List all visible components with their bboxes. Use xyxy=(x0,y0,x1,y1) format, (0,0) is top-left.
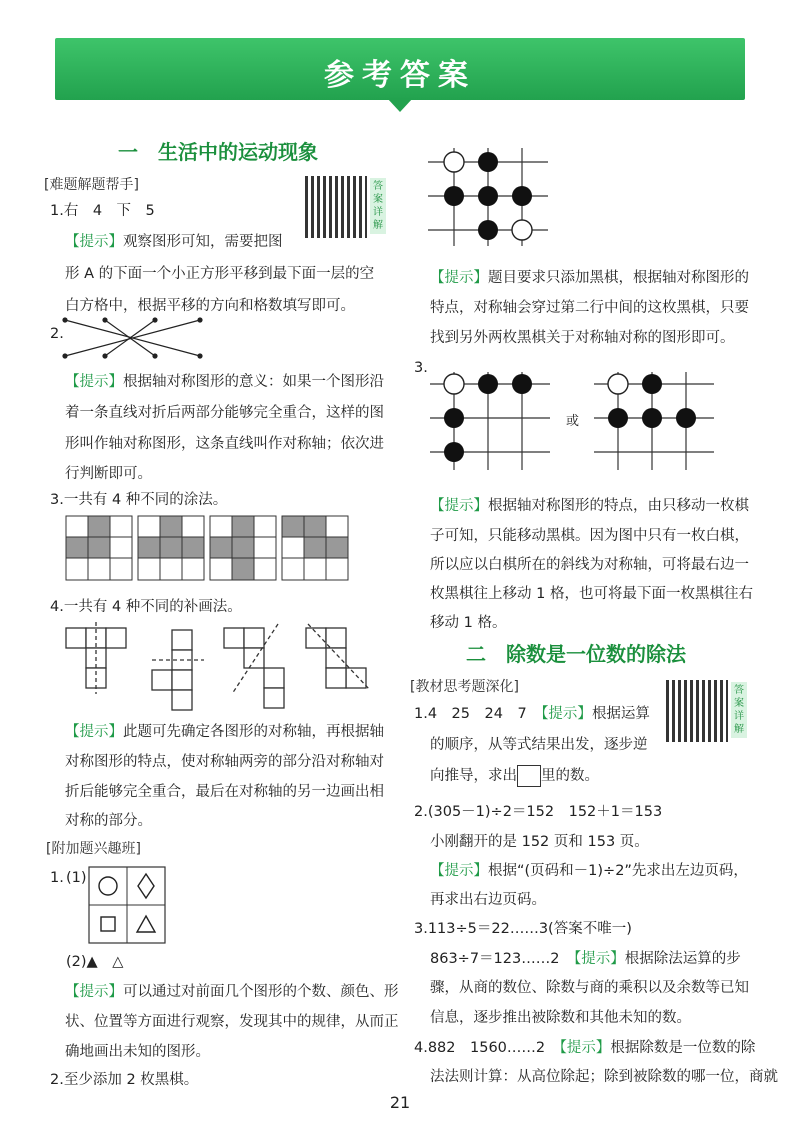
q3-grid-figures xyxy=(64,514,376,584)
answer-text: 1.4 25 24 7 xyxy=(414,706,527,722)
hint-r2-line2: 子可知，只能移动黑棋。因为图中只有一枚白棋， xyxy=(430,528,749,544)
hint-label: 【提示】 xyxy=(65,984,123,1000)
hint-label: 【提示】 xyxy=(65,724,123,740)
hint-r2-line3: 所以应以白棋所在的斜线为对称轴，可将最右边一 xyxy=(430,557,749,573)
extra-q1-sub2: (2)▲ △ xyxy=(66,954,124,970)
hint-q4-line4: 对称的部分。 xyxy=(65,813,152,829)
hint-text: 根据运算 xyxy=(591,706,650,722)
hint-text: 根据除数是一位数的除 xyxy=(610,1040,756,1056)
hint-q1-line1 xyxy=(65,226,283,258)
hint-b2-line1 xyxy=(430,855,748,887)
go-board-answer-2 xyxy=(428,148,550,248)
hint-r2-line5: 移动 1 格。 xyxy=(430,615,507,631)
section-title-1: 一 生活中的运动现象 xyxy=(118,140,318,164)
hint-b1-line2: 的顺序，从等式结果出发，逐步逆 xyxy=(430,737,648,753)
answer-r3-number: 3. xyxy=(414,360,428,376)
extra-q1-number: 1. xyxy=(50,870,64,886)
header-banner xyxy=(55,38,745,100)
hint-q4-line1 xyxy=(65,716,384,748)
section-title-2: 二 除数是一位数的除法 xyxy=(466,642,686,666)
banner-notch xyxy=(387,98,413,112)
hint-b4-line2: 法法则计算：从高位除起；除到被除数的哪一位，商就 xyxy=(430,1069,778,1085)
hint-text: 可以通过对前面几个图形的个数、颜色、形 xyxy=(123,984,399,1000)
hint-text: 观察图形可知，需要把图 xyxy=(123,234,283,250)
hint-text: 根据“(页码和－1)÷2”先求出左边页码， xyxy=(488,863,748,879)
qr-label-1: 答案详解 xyxy=(370,178,386,234)
hint-b2-line2: 再求出右边页码。 xyxy=(430,892,546,908)
hint-label: 【提示】 xyxy=(65,234,123,250)
answer-q4: 4.一共有 4 种不同的补画法。 xyxy=(50,599,242,615)
hint-text: 里的数。 xyxy=(541,768,599,784)
hint-text: 此题可先确定各图形的对称轴，再根据轴 xyxy=(123,724,384,740)
hint-label: 【提示】 xyxy=(573,951,625,967)
section-tag-1: [难题解题帮手] xyxy=(44,177,139,193)
hint-label: 【提示】 xyxy=(541,706,592,722)
answer-q2-number: 2. xyxy=(50,326,64,342)
hint-text: 向推导，求出 xyxy=(430,768,517,784)
hint-r2-line4: 枚黑棋往上移动 1 格，也可将最下面一枚黑棋往右 xyxy=(430,586,753,602)
q2-line-diagram xyxy=(60,316,210,360)
hint-extra1-line3: 确地画出未知的图形。 xyxy=(65,1044,210,1060)
hint-b1-line3 xyxy=(430,760,599,792)
q4-figures xyxy=(62,622,382,712)
answer-b4-line1 xyxy=(414,1032,755,1064)
hint-b3-line3: 信息，逐步推出被除数和其他未知的数。 xyxy=(430,1010,691,1026)
answer-text: 4.882 1560……2 xyxy=(414,1040,546,1056)
hint-q2-line2: 着一条直线对折后两部分能够完全重合，这样的图 xyxy=(65,405,384,421)
hint-r1-line3: 找到另外两枚黑棋关于对称轴对称的图形即可。 xyxy=(430,330,735,346)
hint-q4-line3: 折后能够完全重合，最后在对称轴的另一边画出相 xyxy=(65,784,384,800)
hint-q2-line3: 形叫作轴对称图形，这条直线叫作对称轴；依次进 xyxy=(65,436,384,452)
hint-text: 根据轴对称图形的意义：如果一个图形沿 xyxy=(123,374,384,390)
section-tag-2: [附加题兴趣班] xyxy=(46,841,141,857)
qr-code-2[interactable] xyxy=(666,680,728,742)
shape-pattern-grid xyxy=(88,866,168,946)
hint-extra1-line2: 状、位置等方面进行观察，发现其中的规律，从而正 xyxy=(65,1014,399,1030)
hint-q1-line2: 形 A 的下面一个小正方形平移到最下面一层的空 xyxy=(65,266,375,282)
qr-label-2: 答案详解 xyxy=(731,682,747,738)
qr-code-1[interactable] xyxy=(305,176,367,238)
hint-q1-line3: 白方格中，根据平移的方向和格数填写即可。 xyxy=(65,298,355,314)
hint-label: 【提示】 xyxy=(430,498,488,514)
blank-box xyxy=(517,765,541,787)
section-tag-3: [教材思考题深化] xyxy=(410,679,519,695)
hint-text: 根据轴对称图形的特点，由只移动一枚棋 xyxy=(488,498,749,514)
answer-q1: 1.右 4 下 5 xyxy=(50,203,155,219)
hint-label: 【提示】 xyxy=(65,374,123,390)
hint-q4-line2: 对称图形的特点，使对称轴两旁的部分沿对称轴对 xyxy=(65,754,384,770)
go-board-answer-3a xyxy=(430,372,552,472)
hint-label: 【提示】 xyxy=(559,1040,611,1056)
hint-text: 根据除法运算的步 xyxy=(624,951,741,967)
answer-b2-line1: 2.(305－1)÷2＝152 152＋1＝153 xyxy=(414,804,663,820)
hint-r1-line2: 特点，对称轴会穿过第二行中间的这枚黑棋，只要 xyxy=(430,300,749,316)
hint-q2-line1 xyxy=(65,366,384,398)
page-number: 21 xyxy=(389,1093,411,1112)
hint-r2-line1 xyxy=(430,490,749,522)
hint-b3-line2: 骤，从商的数位、除数与商的乘积以及余数等已知 xyxy=(430,980,749,996)
answer-text: 863÷7＝123……2 xyxy=(430,951,560,967)
answer-b3-line2 xyxy=(430,943,741,975)
extra-q2: 2.至少添加 2 枚黑棋。 xyxy=(50,1072,199,1088)
go-board-answer-3b xyxy=(594,372,716,472)
hint-label: 【提示】 xyxy=(430,863,488,879)
hint-r1-line1 xyxy=(430,262,749,294)
answer-b2-line2: 小刚翻开的是 152 页和 153 页。 xyxy=(430,834,649,850)
hint-extra1-line1 xyxy=(65,976,399,1008)
answer-b3-line1: 3.113÷5＝22……3(答案不唯一) xyxy=(414,921,632,937)
hint-q2-line4: 行判断即可。 xyxy=(65,466,152,482)
hint-text: 题目要求只添加黑棋，根据轴对称图形的 xyxy=(488,270,749,286)
answer-b1 xyxy=(414,698,650,730)
extra-q1-sub1: (1) xyxy=(66,870,87,886)
page-title: 参考答案 xyxy=(324,58,476,93)
or-label: 或 xyxy=(566,414,580,429)
hint-label: 【提示】 xyxy=(430,270,488,286)
answer-q3: 3.一共有 4 种不同的涂法。 xyxy=(50,492,228,508)
